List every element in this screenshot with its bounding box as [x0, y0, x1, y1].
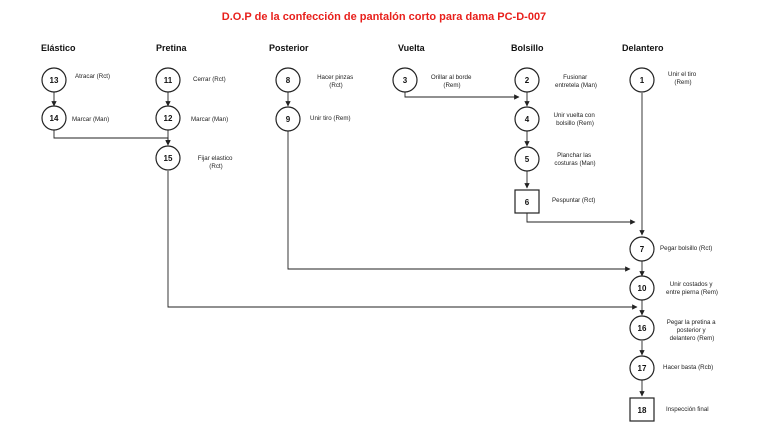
node-number: 15	[163, 154, 173, 163]
operation-label: Unir el tiro (Rem)	[668, 71, 697, 86]
operation-label: Unir costados y entre pierna (Rem)	[666, 281, 718, 296]
operation-node-10	[630, 276, 718, 300]
column-header-delantero: Delantero	[622, 43, 664, 53]
inspection-node-18	[630, 398, 709, 421]
column-header-vuelta: Vuelta	[398, 43, 425, 53]
connector-6-to-7	[527, 213, 635, 222]
operation-label: Marcar (Man)	[72, 116, 110, 123]
column-header-posterior: Posterior	[269, 43, 309, 53]
operation-node-16	[630, 316, 717, 342]
operation-label: Inspección final	[666, 406, 709, 413]
operation-label: Atracar (Rct)	[75, 73, 111, 80]
node-number: 14	[49, 114, 59, 123]
operation-label: Hacer pinzas (Rct)	[317, 74, 354, 89]
column-header-pretina: Pretina	[156, 43, 187, 53]
operation-node-3	[393, 68, 473, 92]
node-number: 1	[639, 76, 645, 85]
operation-label: Pegar la pretina a posterior y delantero (Rem)	[666, 319, 716, 342]
operation-node-7	[630, 237, 712, 261]
node-number: 7	[639, 245, 645, 254]
inspection-node-6	[515, 190, 595, 213]
node-number: 3	[402, 76, 408, 85]
node-number: 9	[285, 115, 291, 124]
operation-node-5	[515, 147, 596, 171]
node-number: 5	[524, 155, 530, 164]
operation-label: Fijar elastico (Rct)	[197, 155, 233, 170]
operation-node-9	[276, 107, 351, 131]
operation-label: Pespuntar (Rct)	[552, 197, 596, 204]
connector-lines	[54, 92, 642, 396]
node-number: 4	[524, 115, 530, 124]
node-number: 11	[163, 76, 173, 85]
column-header-elastico: Elástico	[41, 43, 76, 53]
node-number: 6	[524, 198, 530, 207]
connector-3-to-4	[405, 92, 519, 97]
operation-label: Fusionar entretela (Man)	[555, 74, 597, 89]
operation-node-4	[515, 107, 597, 131]
operation-node-11	[156, 68, 226, 92]
node-number: 8	[285, 76, 291, 85]
operation-node-12	[156, 106, 228, 130]
column-header-bolsillo: Bolsillo	[511, 43, 544, 53]
operation-label: Hacer basta (Rcb)	[663, 364, 714, 371]
node-number: 18	[637, 406, 647, 415]
node-number: 12	[163, 114, 173, 123]
operation-label: Unir vuelta con bolsillo (Rem)	[553, 112, 595, 127]
node-number: 16	[637, 324, 647, 333]
operation-node-13	[42, 68, 110, 92]
operation-label: Pegar bolsillo (Rct)	[660, 245, 713, 252]
operation-node-2	[515, 68, 597, 92]
connector-15-to-16	[168, 171, 637, 307]
operation-label: Unir tiro (Rem)	[310, 115, 351, 122]
operation-node-15	[156, 146, 234, 170]
node-number: 13	[49, 76, 59, 85]
operation-node-1	[630, 68, 698, 92]
operation-label: Cerrar (Rct)	[193, 76, 226, 83]
operation-node-17	[630, 356, 713, 380]
diagram-title: D.O.P de la confección de pantalón corto para dama PC-D-007	[221, 11, 547, 23]
operation-node-14	[42, 106, 109, 130]
operation-label: Marcar (Man)	[191, 116, 229, 123]
operation-label: Orillar al borde (Rem)	[430, 74, 472, 89]
operation-node-8	[276, 68, 355, 92]
operation-label: Planchar las costuras (Man)	[554, 152, 596, 167]
node-number: 2	[524, 76, 530, 85]
node-number: 10	[637, 284, 647, 293]
node-number: 17	[637, 364, 647, 373]
connector-14-to-15	[54, 130, 168, 145]
